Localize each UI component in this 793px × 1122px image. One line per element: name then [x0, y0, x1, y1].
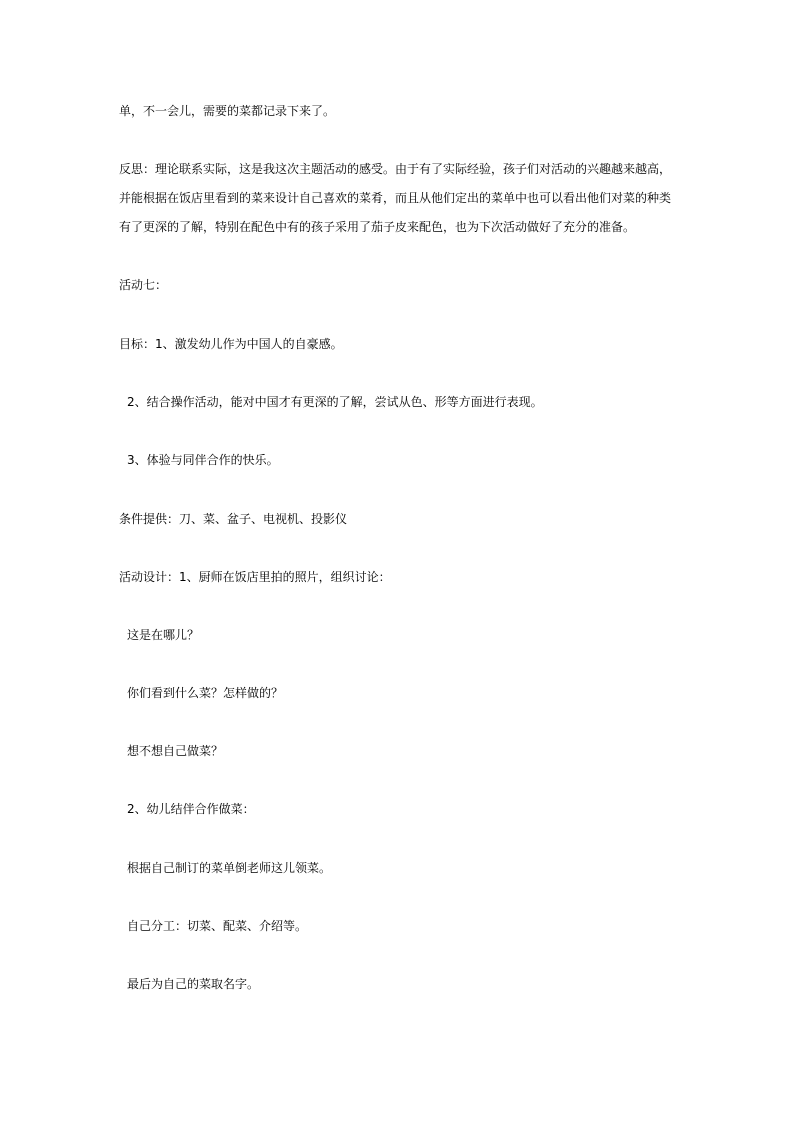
step-line: 根据自己制订的菜单倒老师这儿领菜。: [127, 861, 332, 875]
goal-line: 3、体验与同伴合作的快乐。: [127, 453, 279, 467]
step-line: 最后为自己的菜取名字。: [127, 977, 260, 991]
paragraph-line: 单，不一会儿，需要的菜都记录下来了。: [119, 104, 336, 118]
step-line: 自己分工：切菜、配菜、介绍等。: [127, 919, 308, 933]
reflection-line: 反思：理论联系实际，这是我这次主题活动的感受。由于有了实际经验，孩子们对活动的兴趣越来越高，: [119, 162, 672, 176]
activity-heading: 活动七：: [119, 278, 168, 292]
reflection-line: 并能根据在饭店里看到的菜来设计自己喜欢的菜肴，而且从他们定出的菜单中也可以看出他们对菜的种类: [119, 191, 672, 205]
materials-line: 条件提供：刀、菜、盆子、电视机、投影仪: [119, 512, 348, 526]
design-line: 活动设计：1、厨师在饭店里拍的照片，组织讨论：: [119, 570, 391, 584]
question-line: 你们看到什么菜？怎样做的？: [127, 686, 284, 700]
question-line: 这是在哪儿？: [127, 628, 200, 642]
reflection-line: 有了更深的了解，特别在配色中有的孩子采用了茄子皮来配色，也为下次活动做好了充分的准备。: [119, 220, 636, 234]
step-line: 2、幼儿结伴合作做菜：: [127, 802, 255, 816]
goal-line: 2、结合操作活动，能对中国才有更深的了解，尝试从色、形等方面进行表现。: [127, 395, 543, 409]
goal-line: 目标：1、激发幼儿作为中国人的自豪感。: [119, 337, 343, 351]
question-line: 想不想自己做菜？: [127, 744, 224, 758]
